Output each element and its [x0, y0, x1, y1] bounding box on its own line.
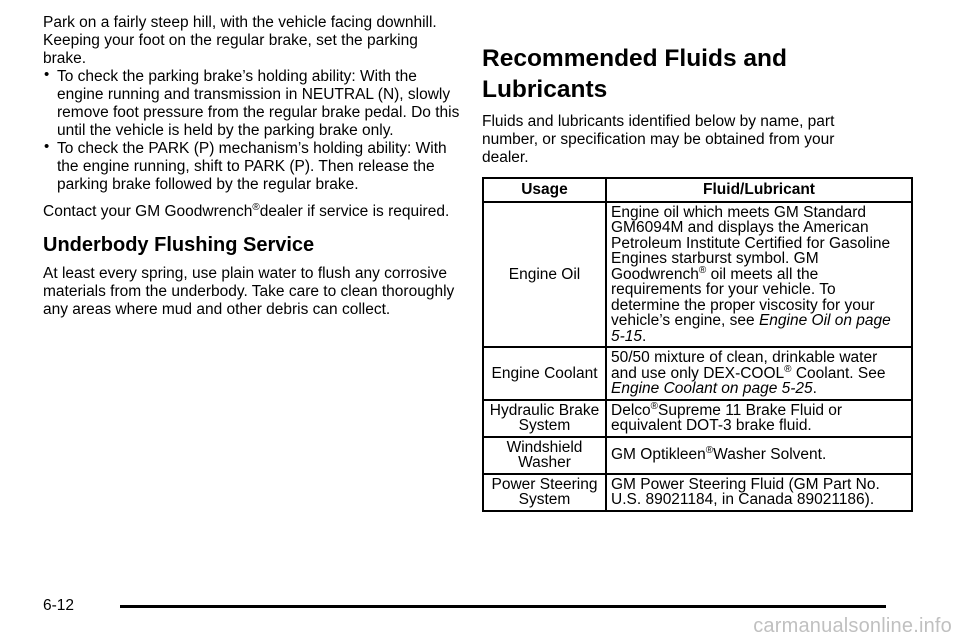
underbody-heading: Underbody Flushing Service	[43, 234, 315, 256]
fluids-table	[482, 177, 913, 512]
underbody-paragraph: At least every spring, use plain water to flush any corrosive materials from the underbody. Take care to clean thoroughly any areas where mud and other debris can collect.	[43, 265, 455, 318]
fluid-cell	[606, 400, 912, 437]
table-row	[483, 347, 912, 400]
page-number: 6-12	[43, 597, 75, 614]
fluid-text: oil meets all the requirements for your vehicle. To determine the proper viscosity for your vehicle’s engine, see	[611, 265, 875, 329]
fluid-cell	[606, 437, 912, 474]
right-column	[482, 43, 914, 512]
fluid-text: .	[642, 327, 647, 345]
fluids-heading: Recommended Fluids and Lubricants	[482, 45, 787, 103]
table-row	[483, 202, 912, 348]
table-header-row	[483, 178, 912, 202]
left-column	[43, 14, 463, 319]
usage-cell: Windshield Washer	[483, 437, 606, 474]
registered-mark: ®	[698, 264, 707, 276]
fluid-cell: GM Power Steering Fluid (GM Part No. U.S. 89021184, in Canada 89021186).	[606, 474, 912, 511]
footer-rule	[120, 605, 886, 608]
header-fluid: Fluid/Lubricant	[606, 178, 912, 202]
table-row	[483, 400, 912, 437]
fluid-text: Engine oil which meets GM Standard GM6094M and displays the American Petroleum Institute Certified for Gasoline Engines starburst symbol. GM Goodwrench	[611, 203, 891, 283]
bullet-park-mechanism: • To check the PARK (P) mechanism’s holding ability: With the engine running, shift to PARK (P). Then release the parking brake followed by the regular brake.	[43, 140, 463, 194]
header-usage: Usage	[483, 178, 606, 202]
page-reference: Engine Oil on page 5-15	[611, 312, 891, 345]
fluid-text: GM Optikleen	[611, 446, 706, 464]
registered-mark: ®	[705, 445, 714, 457]
contact-text-b: dealer if service is required.	[259, 203, 450, 220]
usage-cell: Power Steering System	[483, 474, 606, 511]
fluid-text: 50/50 mixture of clean, drinkable water and use only DEX-COOL	[611, 349, 878, 382]
fluids-intro: Fluids and lubricants identified below by name, part number, or specification may be obtained from your dealer.	[482, 113, 835, 166]
usage-cell: Engine Oil	[483, 202, 606, 348]
page-reference: Engine Coolant on page 5-25	[611, 380, 813, 397]
table-row	[483, 437, 912, 474]
bullet-holding-ability: • To check the parking brake’s holding ability: With the engine running and transmission in NEUTRAL (N), slowly remove foot pressure from the regular brake pedal. Do this until the vehicle is held by the parking brake only.	[43, 68, 463, 140]
registered-mark: ®	[784, 363, 792, 375]
table-row	[483, 474, 912, 511]
fluid-text: Supreme 11 Brake Fluid or equivalent DOT-3 brake fluid.	[611, 401, 843, 434]
fluid-cell	[606, 347, 912, 400]
fluid-text: Coolant. See	[791, 364, 886, 382]
registered-mark: ®	[252, 201, 260, 213]
watermark-logo: carmanualsonline.info	[753, 615, 952, 637]
contact-text-a: Contact your GM Goodwrench	[43, 203, 253, 220]
registered-mark: ®	[650, 400, 659, 412]
usage-cell: Hydraulic Brake System	[483, 400, 606, 437]
contact-paragraph	[43, 203, 463, 221]
fluid-text: Washer Solvent.	[713, 446, 827, 464]
usage-cell: Engine Coolant	[483, 347, 606, 400]
fluid-text: Delco	[611, 401, 651, 419]
fluid-cell	[606, 202, 912, 348]
fluid-text: .	[812, 380, 817, 397]
parking-brake-paragraph: Park on a fairly steep hill, with the vehicle facing downhill. Keeping your foot on the regular brake, set the parking brake.	[43, 14, 437, 67]
